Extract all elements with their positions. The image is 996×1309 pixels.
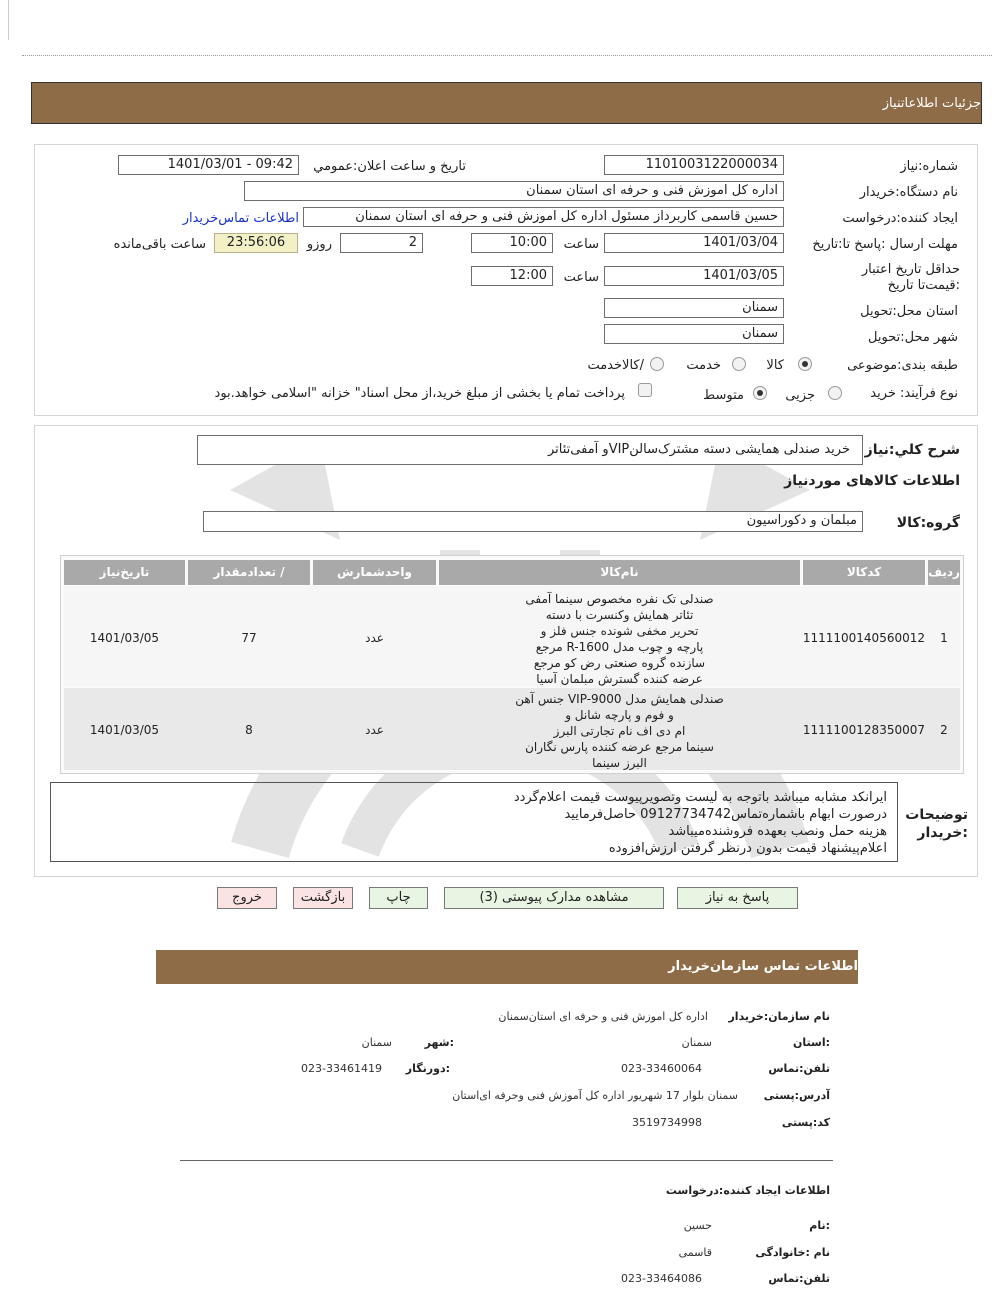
row-name xyxy=(439,691,800,771)
validity-label: حداقل تاریخ اعتبار :قیمت‌تا تاریخ xyxy=(861,262,960,293)
goods-info-heading: اطلاعات کالاهای موردنیاز xyxy=(784,473,960,489)
category-label: طبقه بندی:موضوعی xyxy=(847,358,958,373)
phone-label: تلفن:تماس xyxy=(768,1062,830,1075)
validity-time-label: ساعت xyxy=(563,270,599,285)
postal-value: 3519734998 xyxy=(632,1116,702,1129)
row-name-line: و فوم و پارچه شانل و xyxy=(565,708,674,722)
creator-phone-label: تلفن:تماس xyxy=(768,1272,830,1285)
row-name-line: تئاتر همایش وکنسرت با دسته xyxy=(545,608,694,622)
summary-label: شرح کلي:نیاز xyxy=(864,442,960,458)
validity-date-field: 1401/03/05 xyxy=(604,266,784,286)
top-divider xyxy=(22,55,992,56)
contact-province-label: :استان xyxy=(793,1036,830,1049)
contact-province-value: سمنان xyxy=(681,1036,712,1049)
org-label: نام سازمان:خریدار xyxy=(728,1010,830,1023)
province-label: استان محل:تحویل xyxy=(860,304,958,319)
process-minor-label: جزیی xyxy=(785,388,815,403)
process-medium-label: متوسط xyxy=(703,388,744,403)
reply-button[interactable]: پاسخ به نیاز xyxy=(677,887,798,909)
th-qty: / تعدادمقدار xyxy=(188,560,310,585)
buyer-contact-link[interactable]: اطلاعات تماس‌خریدار xyxy=(182,211,299,226)
buyer-notes-line: ایرانکد مشابه میباشد باتوجه به لیست وتصویرپیوست قیمت اعلام‌گردد xyxy=(513,790,887,805)
goods-group-label: گروه:کالا xyxy=(896,515,960,531)
buyer-notes-box xyxy=(50,782,898,862)
need-number-label: شماره:نیاز xyxy=(900,159,958,174)
process-minor-radio[interactable] xyxy=(828,386,842,400)
category-goods-radio[interactable] xyxy=(798,357,812,371)
deadline-date-field: 1401/03/04 xyxy=(604,233,784,253)
fax-value: 023-33461419 xyxy=(301,1062,382,1075)
details-header-title: جزئیات اطلاعاتنیاز xyxy=(882,96,981,111)
row-name-line: صندلی همایش مدل VIP-9000 جنس آهن xyxy=(515,692,724,706)
deadline-label: مهلت ارسال :پاسخ تا:تاریخ xyxy=(812,237,958,252)
province-field: سمنان xyxy=(604,298,784,318)
row-name xyxy=(439,591,800,687)
row-name-line: پارچه و چوب مدل R-1600 مرجع xyxy=(535,640,704,654)
row-date: 1401/03/05 xyxy=(89,631,160,645)
th-code: کدکالا xyxy=(803,560,925,585)
table-row xyxy=(64,688,960,770)
row-qty: 77 xyxy=(241,631,257,645)
deadline-time-field: 10:00 xyxy=(471,233,553,253)
th-idx: ردیف xyxy=(928,560,960,585)
creator-phone-value: 023-33464086 xyxy=(621,1272,702,1285)
category-service-radio[interactable] xyxy=(732,357,746,371)
row-code: 1111100128350007 xyxy=(802,723,925,737)
back-button[interactable]: بازگشت xyxy=(293,887,353,909)
phone-value: 023-33460064 xyxy=(621,1062,702,1075)
buyer-notes-line: درصورت ابهام باشماره‌تماس09127734742 حاصل‌فرمایید xyxy=(564,807,887,822)
address-label: آدرس:پستی xyxy=(763,1089,830,1102)
row-name-line: سازنده گروه صنعتی رض کو مرجع xyxy=(533,656,706,670)
treasury-payment-checkbox[interactable] xyxy=(638,383,652,397)
postal-label: کد:پستی xyxy=(781,1116,830,1129)
creator-family-value: قاسمی xyxy=(678,1246,712,1259)
process-medium-radio[interactable] xyxy=(753,386,767,400)
validity-time-field: 12:00 xyxy=(471,266,553,286)
remaining-timer: 23:56:06 xyxy=(214,233,298,253)
th-date: تاریخ‌نیاز xyxy=(64,560,185,585)
city-label: شهر محل:تحویل xyxy=(868,330,958,345)
creator-label: ایجاد کننده:درخواست xyxy=(842,211,958,226)
treasury-payment-note: پرداخت تمام یا بخشی از مبلغ خرید،از محل اسناد" خزانه "اسلامی خواهد.بود xyxy=(214,386,625,401)
creator-name-value: حسین xyxy=(683,1219,712,1232)
category-service-label: خدمت xyxy=(686,358,721,373)
details-header-bar xyxy=(31,82,982,124)
view-attachments-button[interactable]: مشاهده مدارک پیوستی (3) xyxy=(444,887,664,909)
row-date: 1401/03/05 xyxy=(89,723,160,737)
th-name: نام‌کالا xyxy=(439,560,800,585)
buyer-contact-title: اطلاعات تماس سازمان‌خریدار xyxy=(668,959,858,974)
buyer-contact-bar xyxy=(156,950,858,984)
contact-city-value: سمنان xyxy=(361,1036,392,1049)
remaining-label: ساعت باقی‌مانده xyxy=(113,237,206,252)
announce-label: تاریخ و ساعت اعلان:عمومي xyxy=(313,159,466,174)
fax-label: :دورنگار xyxy=(405,1062,450,1075)
row-name-line: البرز سینما xyxy=(592,756,647,770)
row-name-line: سینما مرجع عرضه کننده پارس نگاران xyxy=(525,740,714,754)
city-field: سمنان xyxy=(604,324,784,344)
process-label: نوع فرآیند: خرید xyxy=(870,386,958,401)
buyer-label: نام دستگاه:خریدار xyxy=(859,185,958,200)
need-number-field: 1101003122000034 xyxy=(604,155,784,175)
creator-field: حسین قاسمی کاربرداز مسئول اداره کل اموزش فنی و حرفه ای استان سمنان xyxy=(303,207,784,227)
contact-city-label: :شهر xyxy=(424,1036,454,1049)
category-both-radio[interactable] xyxy=(650,357,664,371)
announce-field: 1401/03/01 - 09:42 xyxy=(118,155,299,175)
row-qty: 8 xyxy=(245,723,253,737)
row-name-line: تحریر مخفی شونده جنس فلز و xyxy=(540,624,699,638)
buyer-notes-line: اعلام‌پیشنهاد قیمت بدون درنظر گرفتن ارزش‌افزوده xyxy=(608,841,887,856)
contact-divider xyxy=(180,1160,833,1161)
creator-name-label: :نام xyxy=(809,1219,830,1232)
exit-button[interactable]: خروج xyxy=(217,887,277,909)
row-name-line: ام دی اف نام تجارتی البرز xyxy=(553,724,686,738)
table-row xyxy=(64,586,960,687)
goods-group-field: مبلمان و دکوراسیون xyxy=(203,511,863,532)
creator-family-label: نام :خانوادگی xyxy=(755,1246,830,1259)
deadline-time-label: ساعت xyxy=(563,237,599,252)
row-unit: عدد xyxy=(365,631,384,645)
row-code: 1111100140560012 xyxy=(802,631,925,645)
buyer-notes-line: هزینه حمل ونصب بعهده فروشنده‌میباشد xyxy=(668,824,887,839)
creator-info-title: اطلاعات ایجاد کننده:درخواست xyxy=(665,1184,830,1197)
print-button[interactable]: چاپ xyxy=(369,887,428,909)
address-value: سمنان بلوار 17 شهریور اداره کل آموزش فنی وحرفه ای‌استان xyxy=(452,1089,738,1102)
category-both-label: /کالاخدمت xyxy=(587,358,644,373)
buyer-notes-label: توضیحات :خریدار xyxy=(905,807,968,841)
days-field: 2 xyxy=(340,233,423,253)
buyer-field: اداره کل اموزش فنی و حرفه ای استان سمنان xyxy=(244,181,784,201)
row-idx: 1 xyxy=(940,631,948,645)
category-goods-label: کالا xyxy=(766,358,784,373)
org-value: اداره کل اموزش فنی و حرفه ای استان‌سمنان xyxy=(498,1010,708,1023)
row-name-line: صندلی تک نفره مخصوص سینما آمفی xyxy=(525,592,714,606)
row-name-line: عرضه کننده گسترش مبلمان آسیا xyxy=(536,672,703,686)
th-unit: واحدشمارش xyxy=(313,560,436,585)
page-edge-line xyxy=(8,0,9,40)
days-label: روزو xyxy=(306,237,332,252)
row-idx: 2 xyxy=(940,723,948,737)
summary-field: خرید صندلی همایشی دسته مشترک‌سالنVIPو آمفی‌تئاتر xyxy=(197,435,863,465)
row-unit: عدد xyxy=(365,723,384,737)
